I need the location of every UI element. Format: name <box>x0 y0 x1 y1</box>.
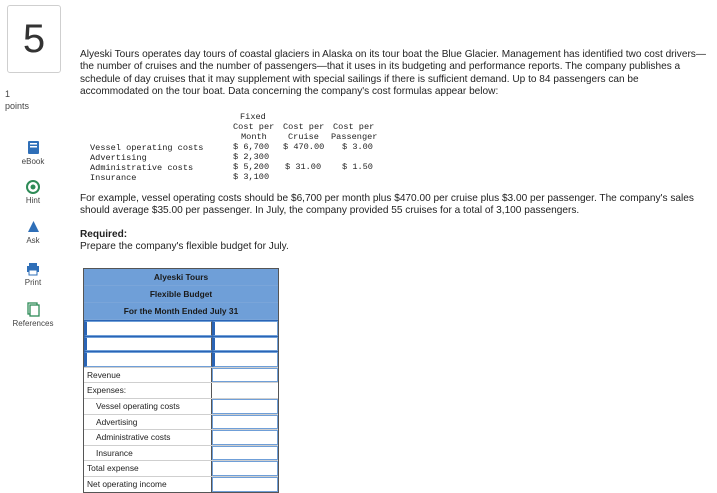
tool-ebook-label: eBook <box>21 157 45 166</box>
cost-row-cruise: $ 470.00 <box>283 142 325 152</box>
col-fixed-h3: Month <box>241 132 267 142</box>
budget-row-admin <box>84 429 278 445</box>
ask-icon <box>27 220 40 234</box>
revenue-label: Revenue <box>87 369 121 380</box>
col-cruise-h2: Cruise <box>288 132 319 142</box>
cost-row-fixed: $ 2,300 <box>233 152 270 162</box>
cost-row-fixed: $ 5,200 <box>233 162 270 172</box>
tool-ask-label: Ask <box>26 236 40 245</box>
budget-row-expenses <box>84 382 278 398</box>
tool-hint-label: Hint <box>25 196 41 205</box>
tool-ask[interactable] <box>0 220 66 245</box>
budget-row-revenue <box>84 367 278 383</box>
budget-row-net-income <box>84 476 278 492</box>
budget-period: For the Month Ended July 31 <box>84 303 278 320</box>
advertising-label: Advertising <box>96 416 138 427</box>
cost-row-fixed: $ 3,100 <box>233 172 270 182</box>
print-icon <box>26 262 40 276</box>
budget-row-insurance <box>84 445 278 461</box>
col-fixed-h1: Fixed <box>240 112 266 122</box>
flexible-budget-form <box>83 268 279 493</box>
cost-row-label: Insurance <box>90 173 137 183</box>
expenses-label: Expenses: <box>87 385 127 396</box>
tool-ebook[interactable] <box>0 140 66 166</box>
insurance-label: Insurance <box>96 447 133 458</box>
budget-input-row <box>84 320 278 336</box>
question-number: 5 <box>7 5 61 73</box>
budget-value-input[interactable] <box>212 337 278 352</box>
total-expense-input[interactable] <box>212 461 278 476</box>
points-value: 1 <box>5 89 11 99</box>
tool-print[interactable] <box>0 262 66 287</box>
budget-value-input[interactable] <box>212 321 278 336</box>
tool-references-label: References <box>12 319 54 328</box>
budget-value-input[interactable] <box>212 352 278 367</box>
tool-references[interactable] <box>0 302 66 328</box>
budget-label-input[interactable] <box>84 337 212 352</box>
col-cruise-h1: Cost per <box>283 122 325 132</box>
col-fixed-h2: Cost per <box>233 122 275 132</box>
points-label <box>5 88 29 112</box>
vessel-label: Vessel operating costs <box>96 400 180 411</box>
budget-company: Alyeski Tours <box>84 269 278 286</box>
col-passenger-h2: Passenger <box>331 132 378 142</box>
advertising-input[interactable] <box>212 415 278 430</box>
revenue-input[interactable] <box>212 368 278 383</box>
net-income-input[interactable] <box>212 477 278 492</box>
tool-hint[interactable] <box>0 180 66 205</box>
points-text: points <box>5 101 30 111</box>
required-text: Prepare the company's flexible budget for July. <box>80 241 289 253</box>
tool-print-label: Print <box>24 278 42 287</box>
cost-row-label: Advertising <box>90 153 147 163</box>
admin-input[interactable] <box>212 430 278 445</box>
required-title: Required: <box>80 229 128 240</box>
cost-row-label: Administrative costs <box>90 163 194 173</box>
budget-label-input[interactable] <box>84 321 212 336</box>
vessel-input[interactable] <box>212 399 278 414</box>
cost-row-passenger: $ 3.00 <box>342 142 373 152</box>
budget-label-input[interactable] <box>84 352 212 367</box>
cost-row-cruise: $ 31.00 <box>285 162 322 172</box>
cost-row-fixed: $ 6,700 <box>233 142 270 152</box>
required-section <box>80 229 708 254</box>
cost-row-label: Vessel operating costs <box>90 143 204 153</box>
hint-icon <box>26 180 40 194</box>
budget-title: Flexible Budget <box>84 286 278 303</box>
ebook-icon <box>27 140 40 155</box>
example-text: For example, vessel operating costs should be $6,700 per month plus $470.00 per cruise plus $3.00 per passenger. The company's sales should average $35.00 per passenger. In July, the company provided 55 cruises for a total of 3,100 passengers. <box>80 193 694 217</box>
references-icon <box>27 302 40 317</box>
budget-input-row <box>84 336 278 352</box>
budget-input-row <box>84 351 278 367</box>
budget-row-total-expense <box>84 460 278 476</box>
insurance-input[interactable] <box>212 446 278 461</box>
col-passenger-h1: Cost per <box>333 122 375 132</box>
budget-row-advertising <box>84 414 278 430</box>
net-income-label: Net operating income <box>87 478 167 489</box>
budget-row-vessel <box>84 398 278 414</box>
total-expense-label: Total expense <box>87 463 139 474</box>
admin-label: Administrative costs <box>96 432 171 443</box>
cost-row-passenger: $ 1.50 <box>342 162 373 172</box>
intro-text: Alyeski Tours operates day tours of coastal glaciers in Alaska on its tour boat the Blue Glacier. Management has identified two cost drivers—the number of cruises and the number of passengers—that it uses in its budgeting and performance reports. The company publishes a schedule of day cruises that it may supplement with special sailings if there is sufficient demand. Up to 84 passengers can be accommodated on the tour boat. Data concerning the company's cost formulas appear below: <box>80 49 706 98</box>
